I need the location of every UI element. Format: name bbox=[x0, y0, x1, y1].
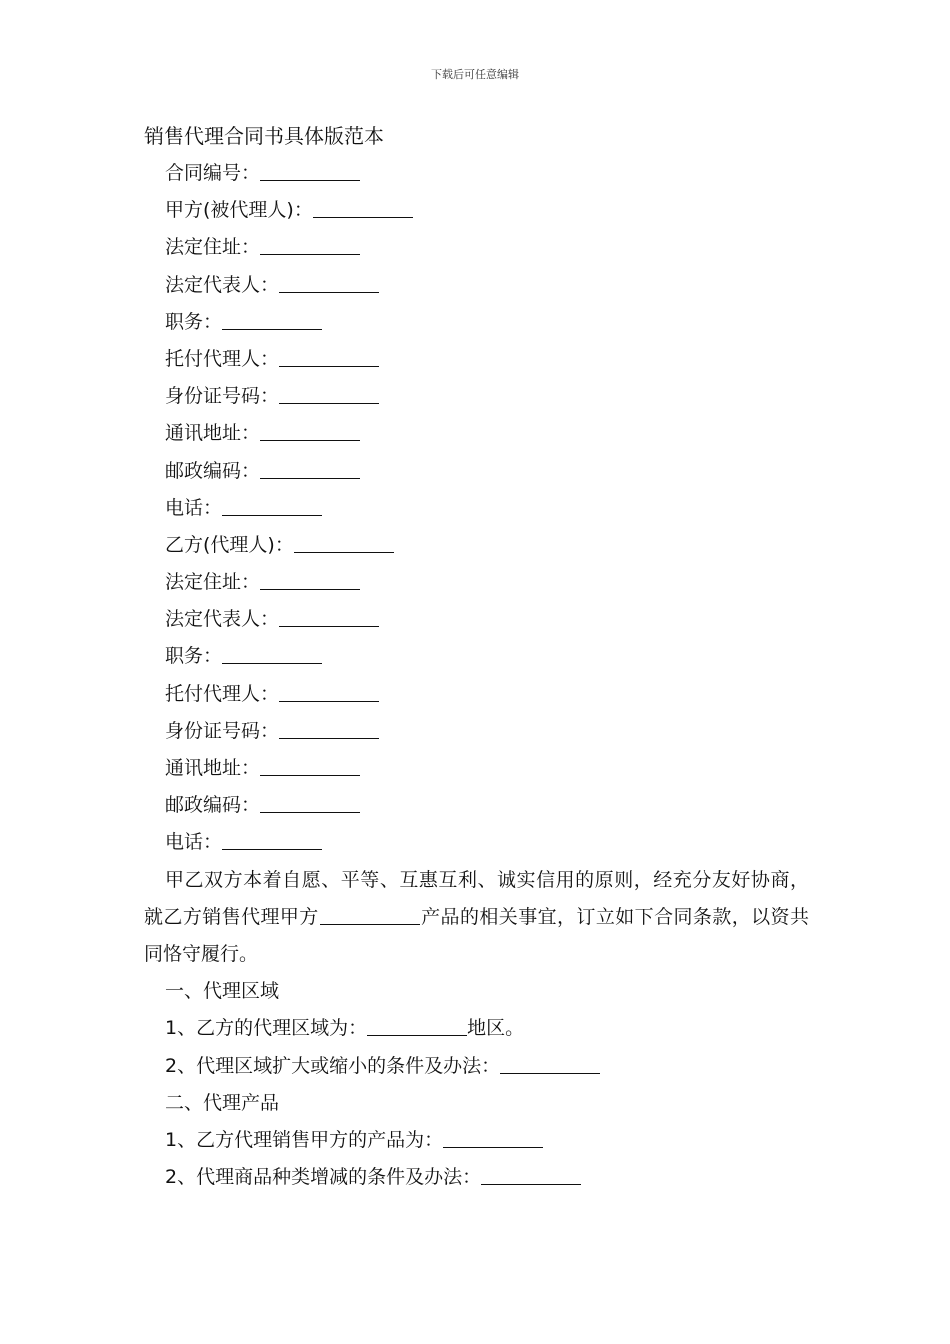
field-label: 托付代理人： bbox=[165, 682, 280, 705]
field-label: 职务： bbox=[165, 310, 223, 333]
party-a-phone-line bbox=[144, 490, 809, 527]
field-label: 乙方(代理人)： bbox=[165, 533, 294, 556]
item-text: 2、代理商品种类增减的条件及办法： bbox=[165, 1166, 482, 1189]
blank-field[interactable] bbox=[320, 904, 420, 925]
field-label: 身份证号码： bbox=[165, 719, 280, 742]
blank-field[interactable] bbox=[313, 197, 413, 218]
party-b-mail-address-line bbox=[144, 750, 809, 787]
field-label: 法定代表人： bbox=[165, 273, 280, 296]
product-change-item bbox=[144, 1159, 809, 1196]
field-label: 通讯地址： bbox=[165, 757, 261, 779]
party-b-address-line bbox=[144, 564, 809, 601]
blank-field[interactable] bbox=[222, 309, 322, 330]
section-heading-agency-products: 二、代理产品 bbox=[165, 1091, 280, 1114]
blank-field[interactable] bbox=[279, 272, 379, 293]
party-a-line bbox=[144, 192, 809, 229]
blank-field[interactable] bbox=[260, 234, 360, 255]
blank-field[interactable] bbox=[294, 532, 394, 553]
item-text: 1、乙方代理销售甲方的产品为： bbox=[165, 1128, 444, 1151]
party-b-line bbox=[144, 527, 809, 564]
agency-area-item bbox=[144, 1010, 809, 1047]
field-label: 身份证号码： bbox=[165, 385, 280, 408]
party-b-id-line bbox=[144, 713, 809, 750]
blank-field[interactable] bbox=[260, 160, 360, 181]
party-a-legal-rep-line bbox=[144, 267, 809, 304]
blank-field[interactable] bbox=[279, 346, 379, 367]
blank-field[interactable] bbox=[260, 569, 360, 590]
field-label: 法定住址： bbox=[165, 236, 261, 259]
section-heading-agency-area: 一、代理区域 bbox=[165, 980, 280, 1003]
blank-field[interactable] bbox=[500, 1053, 600, 1074]
item-text: 2、代理区域扩大或缩小的条件及办法： bbox=[165, 1054, 501, 1077]
intro-text-part1: 甲乙双方本着自愿、平等、互惠互利、诚实信用的原则，经充分友好协商，就乙方销售代理甲方 bbox=[144, 868, 809, 928]
blank-field[interactable] bbox=[260, 458, 360, 479]
blank-field[interactable] bbox=[443, 1127, 543, 1148]
party-b-postcode-line bbox=[144, 787, 809, 824]
area-change-item bbox=[144, 1048, 809, 1085]
contract-number-line bbox=[144, 155, 809, 192]
field-label: 法定住址： bbox=[165, 571, 261, 594]
party-a-mail-address-line bbox=[144, 415, 809, 452]
document-title: 销售代理合同书具体版范本 bbox=[144, 124, 384, 148]
party-a-id-line bbox=[144, 378, 809, 415]
intro-text-part2: 产品的相关事宜，订立如下合同条款，以资共同恪守履行。 bbox=[144, 905, 809, 965]
field-label: 邮政编码： bbox=[165, 794, 261, 817]
blank-field[interactable] bbox=[260, 755, 360, 776]
blank-field[interactable] bbox=[222, 829, 322, 850]
field-label: 电话： bbox=[165, 831, 223, 854]
field-label: 合同编号： bbox=[165, 162, 261, 184]
document-body bbox=[144, 118, 809, 1196]
party-a-address-line bbox=[144, 229, 809, 266]
blank-field[interactable] bbox=[279, 681, 379, 702]
blank-field[interactable] bbox=[279, 718, 379, 739]
field-label: 甲方(被代理人)： bbox=[165, 199, 313, 222]
party-a-position-line bbox=[144, 304, 809, 341]
field-label: 通讯地址： bbox=[165, 422, 261, 445]
blank-field[interactable] bbox=[260, 420, 360, 441]
party-b-position-line bbox=[144, 638, 809, 675]
blank-field[interactable] bbox=[279, 606, 379, 627]
field-label: 职务： bbox=[165, 645, 223, 668]
blank-field[interactable] bbox=[481, 1164, 581, 1185]
intro-paragraph bbox=[144, 862, 809, 974]
party-a-agent-line bbox=[144, 341, 809, 378]
field-label: 托付代理人： bbox=[165, 347, 280, 370]
field-label: 法定代表人： bbox=[165, 608, 280, 631]
party-b-agent-line bbox=[144, 676, 809, 713]
field-label: 邮政编码： bbox=[165, 459, 261, 482]
party-a-postcode-line bbox=[144, 453, 809, 490]
party-b-legal-rep-line bbox=[144, 601, 809, 638]
header-note: 下载后可任意编辑 bbox=[431, 68, 519, 81]
blank-field[interactable] bbox=[260, 792, 360, 813]
blank-field[interactable] bbox=[367, 1015, 467, 1036]
blank-field[interactable] bbox=[222, 643, 322, 664]
agency-products-item bbox=[144, 1122, 809, 1159]
party-b-phone-line bbox=[144, 824, 809, 861]
item-text: 1、乙方的代理区域为： bbox=[165, 1017, 368, 1040]
blank-field[interactable] bbox=[222, 495, 322, 516]
field-label: 电话： bbox=[165, 496, 223, 519]
item-text-suffix: 地区。 bbox=[467, 1017, 525, 1040]
blank-field[interactable] bbox=[279, 383, 379, 404]
